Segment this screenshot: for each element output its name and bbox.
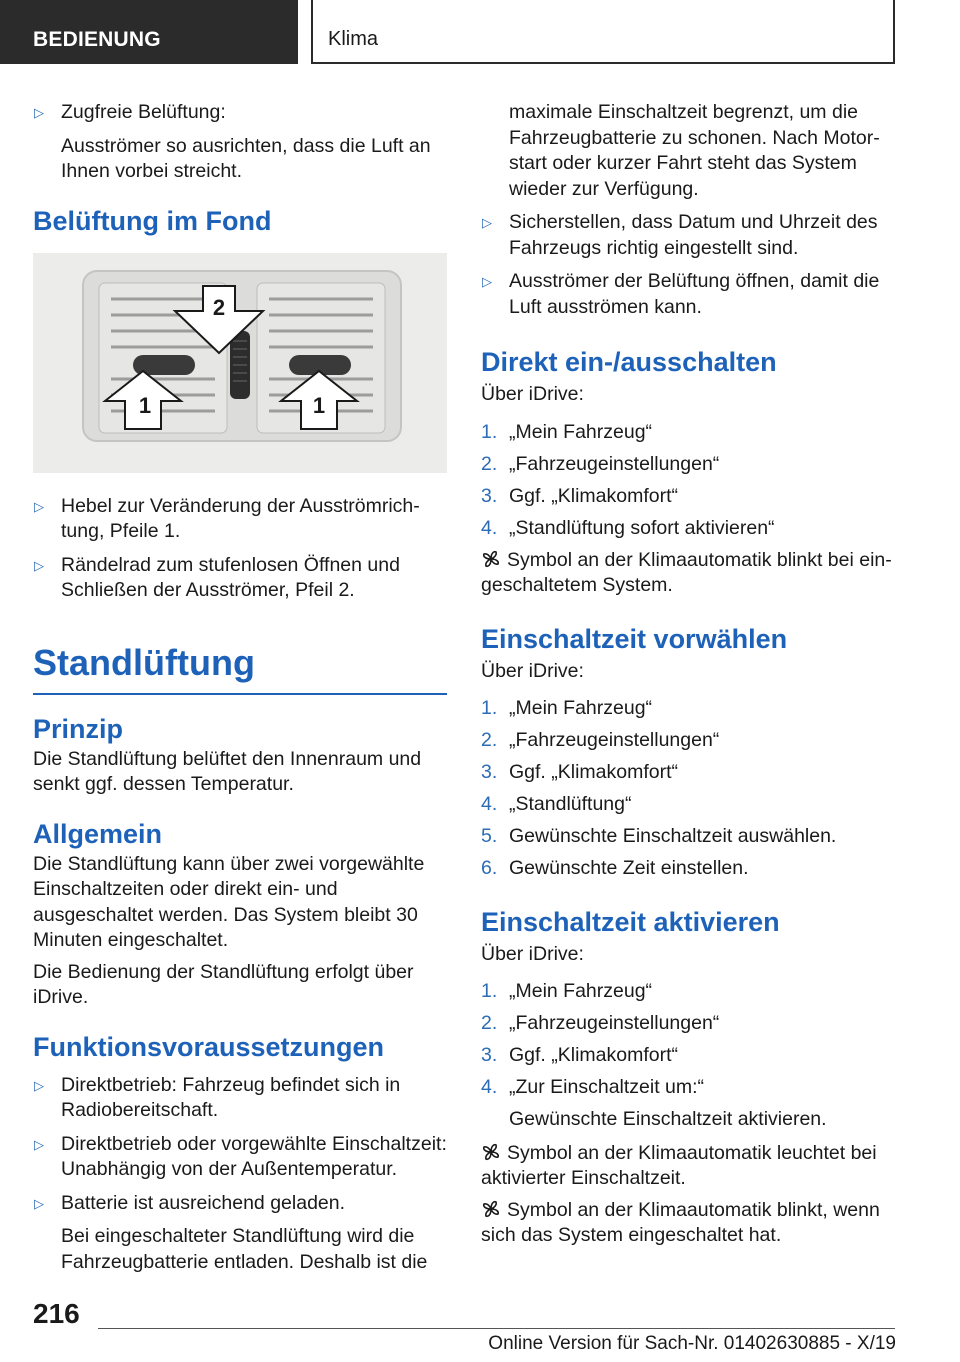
list-item: 1. „Mein Fahrzeug“	[481, 420, 653, 443]
heading-vorwaehlen: Einschaltzeit vorwählen	[481, 623, 788, 654]
fan-icon	[481, 1199, 501, 1219]
ueber-idrive-label: Über iDrive:	[481, 659, 584, 682]
triangle-right-icon: ▷	[34, 105, 44, 120]
list-item: 3. Ggf. „Klimakomfort“	[481, 484, 679, 507]
list-item-continuation: Gewünschte Einschaltzeit aktivieren.	[509, 1108, 827, 1130]
list-item: 4. „Zur Einschaltzeit um:“	[481, 1076, 705, 1098]
fan-symbol-note: Symbol an der Klimaautomatik leuchtet bei aktivierter Einschaltzeit.	[481, 1141, 877, 1189]
paragraph-prinzip: Die Standlüftung belüftet den Innenraum und senkt ggf. dessen Temperatur.	[33, 747, 422, 795]
triangle-right-icon: ▷	[34, 1195, 44, 1211]
heading-allgemein: Allgemein	[33, 818, 163, 849]
list-item: 1. „Mein Fahrzeug“	[481, 697, 653, 719]
header-section: BEDIENUNG	[0, 0, 298, 64]
right-column	[481, 100, 895, 1255]
figure-label-1-right: 1	[312, 392, 326, 418]
list-item: ▷ Zugfreie Belüftung:	[33, 100, 447, 126]
header-topic: Klima	[311, 0, 895, 64]
list-item: 2. „Fahrzeugeinstellungen“	[481, 729, 720, 751]
page-number: 216	[33, 1298, 80, 1329]
list-item: ▷ Rändelrad zum stufenlosen Öffnen und Schließen der Ausströmer, Pfeil 2.	[34, 553, 400, 601]
footer-text: Online Version für Sach-Nr. 01402630885 - X/19	[488, 1333, 896, 1354]
heading-fond: Belüftung im Fond	[33, 205, 272, 236]
heading-direkt: Direkt ein-/ausschalten	[481, 347, 777, 377]
figure-label-1-left: 1	[138, 392, 152, 418]
list-item: ▷ Batterie ist ausreichend geladen.	[33, 1191, 447, 1217]
paragraph-allgemein-2: Die Bedienung der Standlüftung erfolgt über iDrive.	[33, 960, 414, 1008]
footer-divider	[98, 1328, 895, 1329]
list-item-continuation: Bei eingeschalteter Standlüftung wird die Fahrzeugbatterie entladen. Deshalb ist die	[61, 1225, 428, 1273]
triangle-right-icon: ▷	[34, 1136, 44, 1152]
list-item-continuation: Ausströmer so ausrichten, dass die Luft an Ihnen vorbei streicht.	[61, 134, 431, 182]
triangle-right-icon: ▷	[34, 498, 44, 514]
list-item-continuation: maximale Einschaltzeit begrenzt, um die Fahrzeugbatterie zu schonen. Nach Motorstart oder kurzer Fahrt steht das System wieder zur Verfügung.	[509, 101, 880, 200]
ueber-idrive-label: Über iDrive:	[481, 942, 584, 965]
paragraph-allgemein-1: Die Standlüftung kann über zwei vorgewählte Einschaltzeiten oder direkt ein- und ausgeschaltet werden. Das System bleibt 30 Minuten eingeschaltet.	[33, 852, 425, 951]
triangle-right-icon: ▷	[482, 215, 492, 230]
list-item: 3. Ggf. „Klimakomfort“	[481, 761, 679, 783]
fan-icon	[481, 1142, 501, 1162]
triangle-right-icon: ▷	[482, 274, 492, 289]
heading-aktivieren: Einschaltzeit aktivieren	[481, 906, 780, 937]
fan-symbol-note: Symbol an der Klimaautomatik blinkt, wenn sich das System eingeschaltet hat.	[481, 1198, 880, 1246]
list-item: 4. „Standlüftung“	[481, 793, 632, 815]
list-item: 6. Gewünschte Zeit einstellen.	[481, 857, 749, 879]
heading-prinzip: Prinzip	[33, 713, 124, 744]
list-item: ▷ Direktbetrieb oder vorgewählte Einschaltzeit: Unabhängig von der Außentemperatur.	[34, 1132, 447, 1180]
list-item: 5. Gewünschte Einschaltzeit auswählen.	[481, 825, 837, 847]
list-item: 4. „Standlüftung sofort aktivieren“	[481, 516, 775, 539]
rear-vent-illustration	[33, 253, 447, 473]
list-item: 3. Ggf. „Klimakomfort“	[481, 1044, 679, 1066]
fan-icon	[481, 549, 501, 569]
heading-funktionsvoraussetzungen: Funktionsvoraussetzungen	[33, 1031, 385, 1062]
list-item: ▷ Ausströmer der Belüftung öffnen, damit die Luft ausströmen kann.	[482, 270, 880, 318]
list-item: ▷ Hebel zur Veränderung der Ausströmrichtung, Pfeile 1.	[34, 494, 420, 542]
list-item: 1. „Mein Fahrzeug“	[481, 980, 653, 1002]
ueber-idrive-label: Über iDrive:	[481, 383, 584, 405]
triangle-right-icon: ▷	[34, 557, 44, 573]
fan-symbol-note: Symbol an der Klimaautomatik blinkt bei eingeschaltetem System.	[481, 548, 892, 596]
list-item: 2. „Fahrzeugeinstellungen“	[481, 1012, 720, 1034]
heading-standlueftung: Standlüftung	[33, 642, 447, 695]
list-item: ▷ Direktbetrieb: Fahrzeug befindet sich in Radiobereitschaft.	[34, 1073, 401, 1121]
triangle-right-icon: ▷	[34, 1077, 44, 1093]
list-item: ▷ Sicherstellen, dass Datum und Uhrzeit des Fahrzeugs richtig eingestellt sind.	[482, 211, 878, 259]
figure-label-2: 2	[212, 294, 226, 320]
left-column	[33, 100, 447, 1283]
list-item: 2. „Fahrzeugeinstellungen“	[481, 452, 720, 475]
